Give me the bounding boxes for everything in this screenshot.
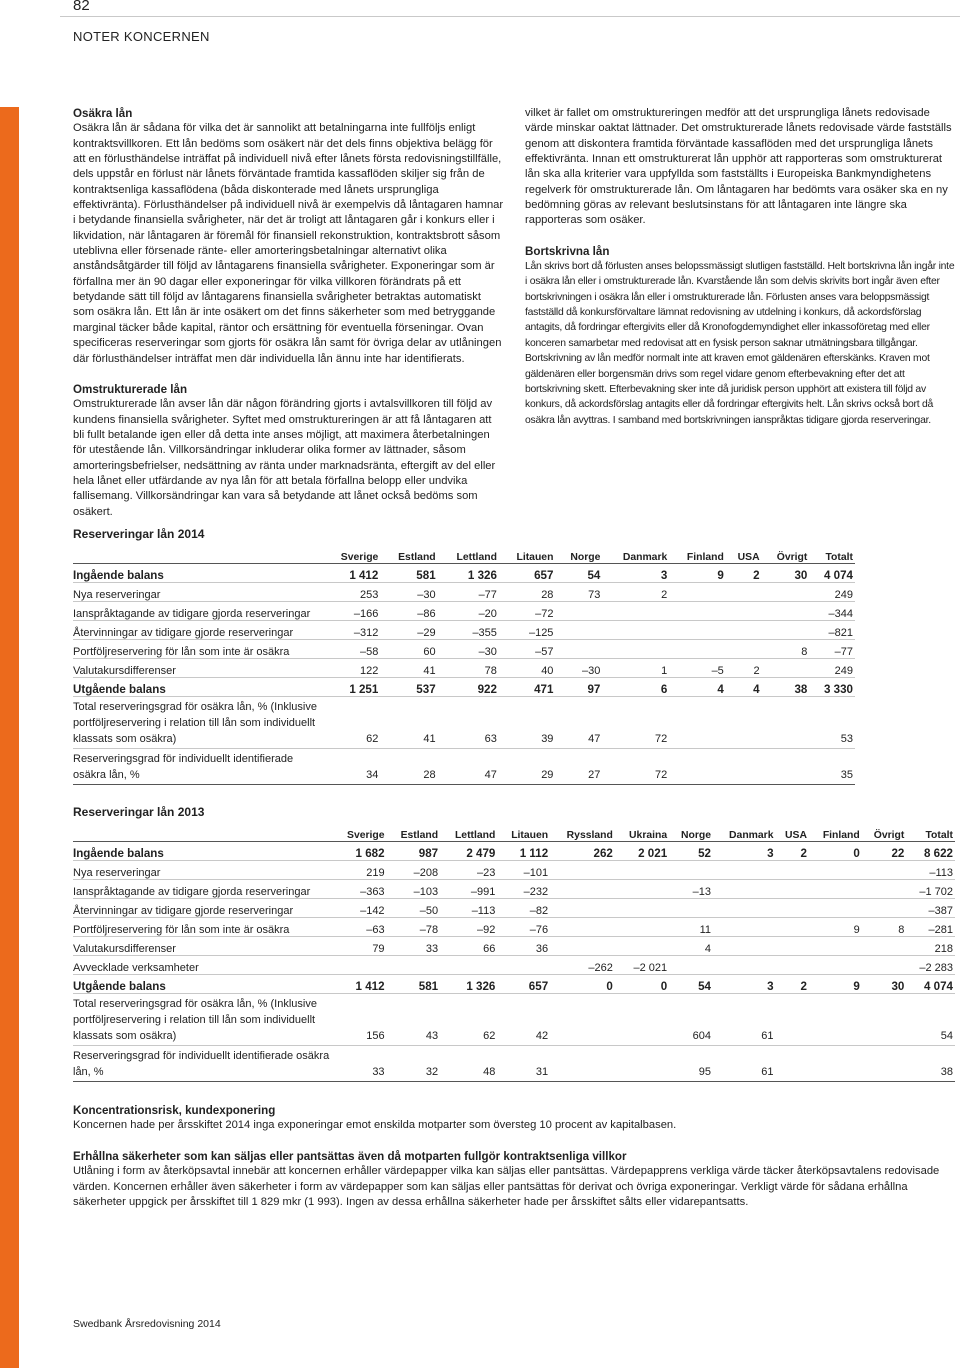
omstrukturerade-paragraph: Omstrukturerade lån avser lån där någon förändring gjorts i avtalsvillkoren till följd av kundens finansiella svårigheter. Syftet med omstruktureringen är att få låntagaren att bli fullt betalande igen eller då detta inte anses möjligt, att maximera återbetalningen för utestående lån. Villkorsändringar inkluderar olika former av lättnader, såsom amorteringsbefrielser, nedsättning av ränta under marknadsränta, eftergift av del eller hela lånet eller utfärdande av nya lån för att betala förfallna belopp eller undvika fallisemang. Villkorsändringar kan vara så betydande att lånet också bedöms som osäkert. xyxy=(73,398,496,518)
table-cell xyxy=(615,861,669,880)
column-header: Totalt xyxy=(809,545,855,564)
table-cell xyxy=(809,994,862,1046)
column-header: Övrigt xyxy=(762,545,810,564)
table-cell: 9 xyxy=(669,564,726,583)
table-cell: –2 021 xyxy=(615,956,669,975)
koncentrationsrisk-block xyxy=(73,1103,953,1134)
table-cell: 28 xyxy=(499,583,556,602)
table-cell: –78 xyxy=(387,918,441,937)
table-cell xyxy=(713,861,776,880)
header-rule xyxy=(60,16,960,17)
header-blank-cell xyxy=(73,823,333,842)
table-2014-title: Reserveringar lån 2014 xyxy=(73,527,205,541)
koncentrationsrisk-heading: Koncentrationsrisk, kundexponering xyxy=(73,1104,276,1117)
table-cell: 30 xyxy=(862,975,907,994)
table-cell: 61 xyxy=(713,994,776,1046)
column-header: Finland xyxy=(669,545,726,564)
column-header: Ryssland xyxy=(550,823,615,842)
table-row xyxy=(73,975,955,994)
table-cell: 29 xyxy=(499,749,556,785)
table-cell xyxy=(669,861,713,880)
table-cell xyxy=(550,994,615,1046)
table-row xyxy=(73,659,855,678)
table-cell xyxy=(555,640,602,659)
table-cell: 78 xyxy=(438,659,499,678)
table-cell: 63 xyxy=(438,697,499,749)
row-label: Ingående balans xyxy=(73,564,323,583)
table-cell: –29 xyxy=(380,621,437,640)
table-cell: 36 xyxy=(497,937,550,956)
table-cell: –92 xyxy=(440,918,497,937)
column-header: Finland xyxy=(809,823,862,842)
erhallna-sakerheter-heading: Erhållna säkerheter som kan säljas eller pantsättas även då motparten fullgör kontraktsenliga villkor xyxy=(73,1150,627,1163)
table-cell: 2 xyxy=(726,564,762,583)
table-cell: 1 251 xyxy=(323,678,380,697)
table-cell: 33 xyxy=(333,1046,387,1082)
table-cell: 66 xyxy=(440,937,497,956)
table-cell xyxy=(762,602,810,621)
table-cell xyxy=(809,1046,862,1082)
table-cell xyxy=(862,1046,907,1082)
omstrukturerade-continued: vilket är fallet om omstruktureringen medför att det ursprungliga lånets redovisade värde minskar oaktat lättnader. Det omstrukturerade lånets redovisade värde fastställs genom att diskontera framtida förväntade kassaflöden med det ursprungliga lånets effektivränta. Innan ett omstrukturerat lån upphör att rapporteras som omstrukturerat lån ska alla kriterier vara uppfyllda som fastställts i Europeiska Bankmyndighetens regelverk för omstrukturerade lån. Om låntagaren har bedömts vara osäker ska en ny bedömning göras av relevant beslutsinstans för att låntagaren inte längre ska rapporteras som osäker. xyxy=(525,107,952,227)
table-cell: 262 xyxy=(550,842,615,861)
table-cell: 38 xyxy=(906,1046,955,1082)
table-cell xyxy=(669,602,726,621)
table-cell: 61 xyxy=(713,1046,776,1082)
table-cell xyxy=(809,937,862,956)
column-header: Övrigt xyxy=(862,823,907,842)
table-cell: 471 xyxy=(499,678,556,697)
table-cell xyxy=(615,880,669,899)
table-cell xyxy=(726,602,762,621)
table-cell: 32 xyxy=(387,1046,441,1082)
koncentrationsrisk-paragraph: Koncernen hade per årsskiftet 2014 inga exponeringar emot enskilda motparter som översteg 10 procent av kapitalbasen. xyxy=(73,1119,677,1132)
table-cell xyxy=(550,899,615,918)
column-header: Norge xyxy=(669,823,713,842)
row-label: Ianspråktagande av tidigare gjorda reserveringar xyxy=(73,602,323,621)
table-cell: –103 xyxy=(387,880,441,899)
column-header: Litauen xyxy=(499,545,556,564)
table-cell xyxy=(555,621,602,640)
table-cell: 27 xyxy=(555,749,602,785)
table-row xyxy=(73,749,855,785)
table-row xyxy=(73,937,955,956)
table-cell: –72 xyxy=(499,602,556,621)
table-cell xyxy=(776,899,809,918)
table-cell: 31 xyxy=(497,1046,550,1082)
row-label: Avvecklade verksamheter xyxy=(73,956,333,975)
erhallna-sakerheter-paragraph: Utlåning i form av återköpsavtal innebär att koncernen erhåller värdepapper vilka kan säljas eller pantsättas. Värdepapprens verkliga värde täcker återköpsavtalens redovisade värden. Koncernen erhåller även säkerheter i form av värdepapper som kan säljas eller pantsättas för derivat och övriga exponeringar. Verkligt värde för sådana erhållna säkerheter uppgick per årsskiftet till 1 829 mkr (1 993). Ingen av dessa erhållna säkerheter hade per årsskiftet sålts eller vidarepantsatts. xyxy=(73,1165,940,1209)
row-label: Återvinningar av tidigare gjorde reserveringar xyxy=(73,899,333,918)
table-cell: 38 xyxy=(762,678,810,697)
table-cell: 4 xyxy=(669,937,713,956)
table-cell: 43 xyxy=(387,994,441,1046)
table-cell: –57 xyxy=(499,640,556,659)
column-header: Lettland xyxy=(438,545,499,564)
row-label: Valutakursdifferenser xyxy=(73,937,333,956)
row-label: Utgående balans xyxy=(73,678,323,697)
table-row xyxy=(73,956,955,975)
table-cell xyxy=(669,697,726,749)
table-cell xyxy=(669,621,726,640)
table-row xyxy=(73,880,955,899)
table-cell: –30 xyxy=(380,583,437,602)
row-label: Portföljreservering för lån som inte är osäkra xyxy=(73,918,333,937)
page-number: 82 xyxy=(73,0,90,14)
table-cell: 4 074 xyxy=(809,564,855,583)
table-cell: –1 702 xyxy=(906,880,955,899)
table-cell: –23 xyxy=(440,861,497,880)
erhallna-sakerheter-block xyxy=(73,1149,953,1211)
column-header: Ukraina xyxy=(615,823,669,842)
table-cell: –125 xyxy=(499,621,556,640)
table-cell xyxy=(862,861,907,880)
table-cell xyxy=(550,861,615,880)
table-cell: –76 xyxy=(497,918,550,937)
table-cell: 54 xyxy=(906,994,955,1046)
table-cell: 2 xyxy=(776,842,809,861)
table-cell: 657 xyxy=(499,564,556,583)
table-cell: 72 xyxy=(602,749,669,785)
table-cell xyxy=(726,640,762,659)
table-cell xyxy=(669,749,726,785)
table-cell xyxy=(862,880,907,899)
table-cell xyxy=(776,918,809,937)
bortskrivna-paragraph: Lån skrivs bort då förlusten anses belopssmässigt slutligen fastställd. Helt bortskrivna lån ingår inte i osäkra lån eller i omstrukturerade lån. Kvarstående lån som delvis skrivits bort ingår även efter bortskrivningen i osäkra lån eller i omstrukturerade lån. Förlusten anses vara beloppsmässigt fastställd då konkursförvaltare lämnat redovisning av utdelning i konkurs, då ackordsförslag antagits, då fordringar eftergivits eller då Kronofogdemyndighet eller inkassoföretag med eller konceren samarbetar med redovisat att en fysisk person saknar utmätningsbara tillgångar. Bortskrivning av lån medför normalt inte att kraven emot gäldenären efterskänks. Kraven mot gäldenären eller borgensmän drivs som regel vidare genom efterbevakning efter det att bortskrivning skett. Efterbevakning sker inte då juridisk person upphört att existera till följd av konkurs, då ackordsförslag antagits eller då fordringar eftergivits helt. Lån skrivs också bort då osäkra lån avyttras. I samband med bortskrivningen ianspråktas tidigare gjorda reserveringar. xyxy=(525,261,955,426)
table-cell: –63 xyxy=(333,918,387,937)
table-cell: 0 xyxy=(550,975,615,994)
row-label: Återvinningar av tidigare gjorde reserveringar xyxy=(73,621,323,640)
header-blank-cell xyxy=(73,545,323,564)
table-cell: 62 xyxy=(440,994,497,1046)
table-cell xyxy=(669,899,713,918)
row-label: Ingående balans xyxy=(73,842,333,861)
row-label: Nya reserveringar xyxy=(73,861,333,880)
table-cell: 72 xyxy=(602,697,669,749)
table-cell xyxy=(713,880,776,899)
table-cell: 1 112 xyxy=(497,842,550,861)
table-cell: 52 xyxy=(669,842,713,861)
table-cell: 253 xyxy=(323,583,380,602)
row-label: Utgående balans xyxy=(73,975,333,994)
row-label: Reserveringsgrad för individuellt identifierade osäkra lån, % xyxy=(73,749,323,785)
column-header: Totalt xyxy=(906,823,955,842)
table-row xyxy=(73,602,855,621)
table-cell xyxy=(713,956,776,975)
osakra-heading: Osäkra lån xyxy=(73,107,133,120)
table-cell: –281 xyxy=(906,918,955,937)
table-cell: 34 xyxy=(323,749,380,785)
column-header: Sverige xyxy=(323,545,380,564)
table-cell: 2 021 xyxy=(615,842,669,861)
table-cell xyxy=(726,697,762,749)
reserveringar-2014-table xyxy=(73,545,855,785)
table-cell: –312 xyxy=(323,621,380,640)
table-cell xyxy=(713,899,776,918)
table-cell: 42 xyxy=(497,994,550,1046)
table-cell xyxy=(602,621,669,640)
table-cell xyxy=(726,583,762,602)
table-cell xyxy=(555,602,602,621)
table-cell: 604 xyxy=(669,994,713,1046)
table-cell xyxy=(713,918,776,937)
table-cell xyxy=(762,659,810,678)
table-cell: –363 xyxy=(333,880,387,899)
table-cell xyxy=(809,861,862,880)
table-cell: 4 xyxy=(726,678,762,697)
table-cell xyxy=(440,956,497,975)
table-cell: –262 xyxy=(550,956,615,975)
table-cell: 2 xyxy=(776,975,809,994)
table-cell: 30 xyxy=(762,564,810,583)
table-cell xyxy=(762,583,810,602)
table-row xyxy=(73,640,855,659)
table-cell: 79 xyxy=(333,937,387,956)
table-cell: –77 xyxy=(809,640,855,659)
row-label: Portföljreservering för lån som inte är osäkra xyxy=(73,640,323,659)
column-header: Litauen xyxy=(497,823,550,842)
table-cell xyxy=(615,994,669,1046)
table-cell: 1 xyxy=(602,659,669,678)
table-cell: –2 283 xyxy=(906,956,955,975)
table-cell: –344 xyxy=(809,602,855,621)
table-cell xyxy=(776,994,809,1046)
table-cell: 122 xyxy=(323,659,380,678)
table-cell xyxy=(776,861,809,880)
table-row xyxy=(73,899,955,918)
row-label: Total reserveringsgrad för osäkra lån, % (Inklusive portföljreservering i relation till lån som individuellt klassats som osäkra) xyxy=(73,994,333,1046)
table-cell xyxy=(550,1046,615,1082)
column-header: USA xyxy=(726,545,762,564)
table-header-row xyxy=(73,545,855,564)
table-cell: 47 xyxy=(438,749,499,785)
table-cell: 1 326 xyxy=(438,564,499,583)
column-header: Danmark xyxy=(713,823,776,842)
table-cell: 9 xyxy=(809,975,862,994)
table-cell: 2 xyxy=(602,583,669,602)
table-cell xyxy=(669,956,713,975)
footer-text: Swedbank Årsredovisning 2014 xyxy=(73,1318,221,1330)
table-cell xyxy=(550,937,615,956)
table-cell xyxy=(862,956,907,975)
table-cell: 47 xyxy=(555,697,602,749)
table-cell: 1 326 xyxy=(440,975,497,994)
table-row xyxy=(73,621,855,640)
table-cell: 249 xyxy=(809,659,855,678)
table-cell: 4 074 xyxy=(906,975,955,994)
table-row xyxy=(73,583,855,602)
table-cell: 218 xyxy=(906,937,955,956)
table-cell: 922 xyxy=(438,678,499,697)
table-row xyxy=(73,564,855,583)
table-cell: –991 xyxy=(440,880,497,899)
column-header: Lettland xyxy=(440,823,497,842)
table-cell xyxy=(809,956,862,975)
table-cell: 219 xyxy=(333,861,387,880)
table-cell xyxy=(615,1046,669,1082)
table-cell xyxy=(776,937,809,956)
table-cell xyxy=(550,918,615,937)
table-cell: –387 xyxy=(906,899,955,918)
table-row xyxy=(73,697,855,749)
table-row xyxy=(73,918,955,937)
table-cell: –355 xyxy=(438,621,499,640)
table-cell xyxy=(726,749,762,785)
table-cell xyxy=(726,621,762,640)
table-cell: –50 xyxy=(387,899,441,918)
table-cell: –5 xyxy=(669,659,726,678)
table-cell: 73 xyxy=(555,583,602,602)
table-cell: –101 xyxy=(497,861,550,880)
row-label: Valutakursdifferenser xyxy=(73,659,323,678)
table-cell: –208 xyxy=(387,861,441,880)
table-cell: –82 xyxy=(497,899,550,918)
table-cell: 581 xyxy=(380,564,437,583)
reserveringar-2013-table xyxy=(73,823,955,1082)
right-column xyxy=(525,106,957,428)
table-cell: 1 412 xyxy=(323,564,380,583)
table-cell xyxy=(669,583,726,602)
table-cell: 39 xyxy=(499,697,556,749)
table-cell xyxy=(862,899,907,918)
table-cell xyxy=(615,899,669,918)
table-cell: 2 479 xyxy=(440,842,497,861)
table-cell xyxy=(497,956,550,975)
table-cell: 41 xyxy=(380,659,437,678)
left-column xyxy=(73,106,505,520)
table-cell xyxy=(776,956,809,975)
table-cell: 35 xyxy=(809,749,855,785)
row-label: Total reserveringsgrad för osäkra lån, % (Inklusive portföljreservering i relation till lån som individuellt klassats som osäkra) xyxy=(73,697,323,749)
table-cell xyxy=(713,937,776,956)
table-cell: –58 xyxy=(323,640,380,659)
table-cell xyxy=(809,899,862,918)
table-cell: 249 xyxy=(809,583,855,602)
table-cell: 11 xyxy=(669,918,713,937)
table-cell: 1 412 xyxy=(333,975,387,994)
table-cell: 581 xyxy=(387,975,441,994)
table-cell: 95 xyxy=(669,1046,713,1082)
table-cell: 2 xyxy=(726,659,762,678)
table-cell: 22 xyxy=(862,842,907,861)
column-header: Sverige xyxy=(333,823,387,842)
table-cell: 3 xyxy=(713,842,776,861)
table-header-row xyxy=(73,823,955,842)
column-header: Estland xyxy=(380,545,437,564)
table-row xyxy=(73,842,955,861)
table-cell xyxy=(550,880,615,899)
table-cell xyxy=(615,937,669,956)
table-cell: 3 xyxy=(602,564,669,583)
table-cell: 54 xyxy=(669,975,713,994)
orange-side-bar xyxy=(0,107,19,1368)
table-2013-title: Reserveringar lån 2013 xyxy=(73,805,205,819)
table-cell: –142 xyxy=(333,899,387,918)
table-cell: –30 xyxy=(438,640,499,659)
table-cell: –113 xyxy=(440,899,497,918)
table-cell: –821 xyxy=(809,621,855,640)
table-cell: 657 xyxy=(497,975,550,994)
table-cell: 54 xyxy=(555,564,602,583)
table-cell: 1 682 xyxy=(333,842,387,861)
table-cell xyxy=(776,1046,809,1082)
table-row xyxy=(73,994,955,1046)
table-cell xyxy=(333,956,387,975)
section-title: NOTER KONCERNEN xyxy=(73,29,210,44)
table-row xyxy=(73,1046,955,1082)
table-cell: 0 xyxy=(615,975,669,994)
table-cell: 62 xyxy=(323,697,380,749)
table-cell xyxy=(762,749,810,785)
table-cell: –232 xyxy=(497,880,550,899)
table-cell: 537 xyxy=(380,678,437,697)
column-header: Norge xyxy=(555,545,602,564)
table-cell: 0 xyxy=(809,842,862,861)
table-cell: –30 xyxy=(555,659,602,678)
table-cell: 3 330 xyxy=(809,678,855,697)
row-label: Ianspråktagande av tidigare gjorda reserveringar xyxy=(73,880,333,899)
table-row xyxy=(73,861,955,880)
table-cell xyxy=(615,918,669,937)
bortskrivna-heading: Bortskrivna lån xyxy=(525,244,610,258)
table-cell: –77 xyxy=(438,583,499,602)
table-cell: 41 xyxy=(380,697,437,749)
column-header: Danmark xyxy=(602,545,669,564)
table-cell xyxy=(602,640,669,659)
table-cell: 48 xyxy=(440,1046,497,1082)
table-cell: 987 xyxy=(387,842,441,861)
table-cell xyxy=(776,880,809,899)
osakra-paragraph: Osäkra lån är sådana för vilka det är sannolikt att betalningarna inte fullföljs enligt kontraktsvillkoren. Ett lån bedöms som osäkert när det dels finns objektiva belägg för att en förlusthändelse inträffat på individuell nivå efter lånets första redovisningstillfälle, dels uppstår en förlust när lånets förväntade framtida kassaflöden skiljer sig från de kontraktsenliga kassaflödena (båda diskonterade med lånets ursprungliga effektivränta). Förlusthändelser på individuell nivå är exempelvis då låntagaren hamnar i betydande finansiella svårigheter, när det är troligt att låntagaren går i konkurs eller i likvidation, när låntagaren är föremål för finansiell rekonstruktion, kontraktsbrott såsom uteblivna eller försenade ränte- eller amorteringsbetalningar alternativt olika anståndsåtgärder till följd av låntagarens finansiella svårigheter. Exponeringar som är förfallna mer än 90 dagar eller exponeringar för vilka villkoren förändrats på ett betydande sätt till följd av låntagarens finansiella svårigheter betraktas automatiskt som osäkra lån. Ett lån är inte osäkert om det finns säkerheter som med betryggande marginal täcker både kapital, räntor och ersättning för eventuella förseningar. Ovan specificeras reserveringar som gjorts för osäkra lån samt för övriga delar av utlåningen där förlusthändelser inträffat men där individuella lån ännu inte har identifierats. xyxy=(73,122,504,365)
table-cell: –113 xyxy=(906,861,955,880)
column-header: USA xyxy=(776,823,809,842)
table-cell: 97 xyxy=(555,678,602,697)
table-cell xyxy=(762,697,810,749)
table-cell: 8 622 xyxy=(906,842,955,861)
table-cell: 33 xyxy=(387,937,441,956)
table-cell: 53 xyxy=(809,697,855,749)
table-cell: –13 xyxy=(669,880,713,899)
table-cell xyxy=(602,602,669,621)
table-cell xyxy=(862,994,907,1046)
table-cell: 9 xyxy=(809,918,862,937)
table-cell: 6 xyxy=(602,678,669,697)
table-cell xyxy=(762,621,810,640)
table-cell: –20 xyxy=(438,602,499,621)
row-label: Reserveringsgrad för individuellt identifierade osäkra lån, % xyxy=(73,1046,333,1082)
table-cell: 8 xyxy=(862,918,907,937)
table-cell: –166 xyxy=(323,602,380,621)
table-cell: 8 xyxy=(762,640,810,659)
row-label: Nya reserveringar xyxy=(73,583,323,602)
table-cell: 28 xyxy=(380,749,437,785)
table-cell xyxy=(809,880,862,899)
table-cell xyxy=(387,956,441,975)
table-cell: 3 xyxy=(713,975,776,994)
table-cell: 4 xyxy=(669,678,726,697)
table-cell: 40 xyxy=(499,659,556,678)
table-cell: –86 xyxy=(380,602,437,621)
column-header: Estland xyxy=(387,823,441,842)
omstrukturerade-heading: Omstrukturerade lån xyxy=(73,382,188,396)
table-row xyxy=(73,678,855,697)
table-cell xyxy=(862,937,907,956)
table-cell xyxy=(669,640,726,659)
table-cell: 60 xyxy=(380,640,437,659)
table-cell: 156 xyxy=(333,994,387,1046)
